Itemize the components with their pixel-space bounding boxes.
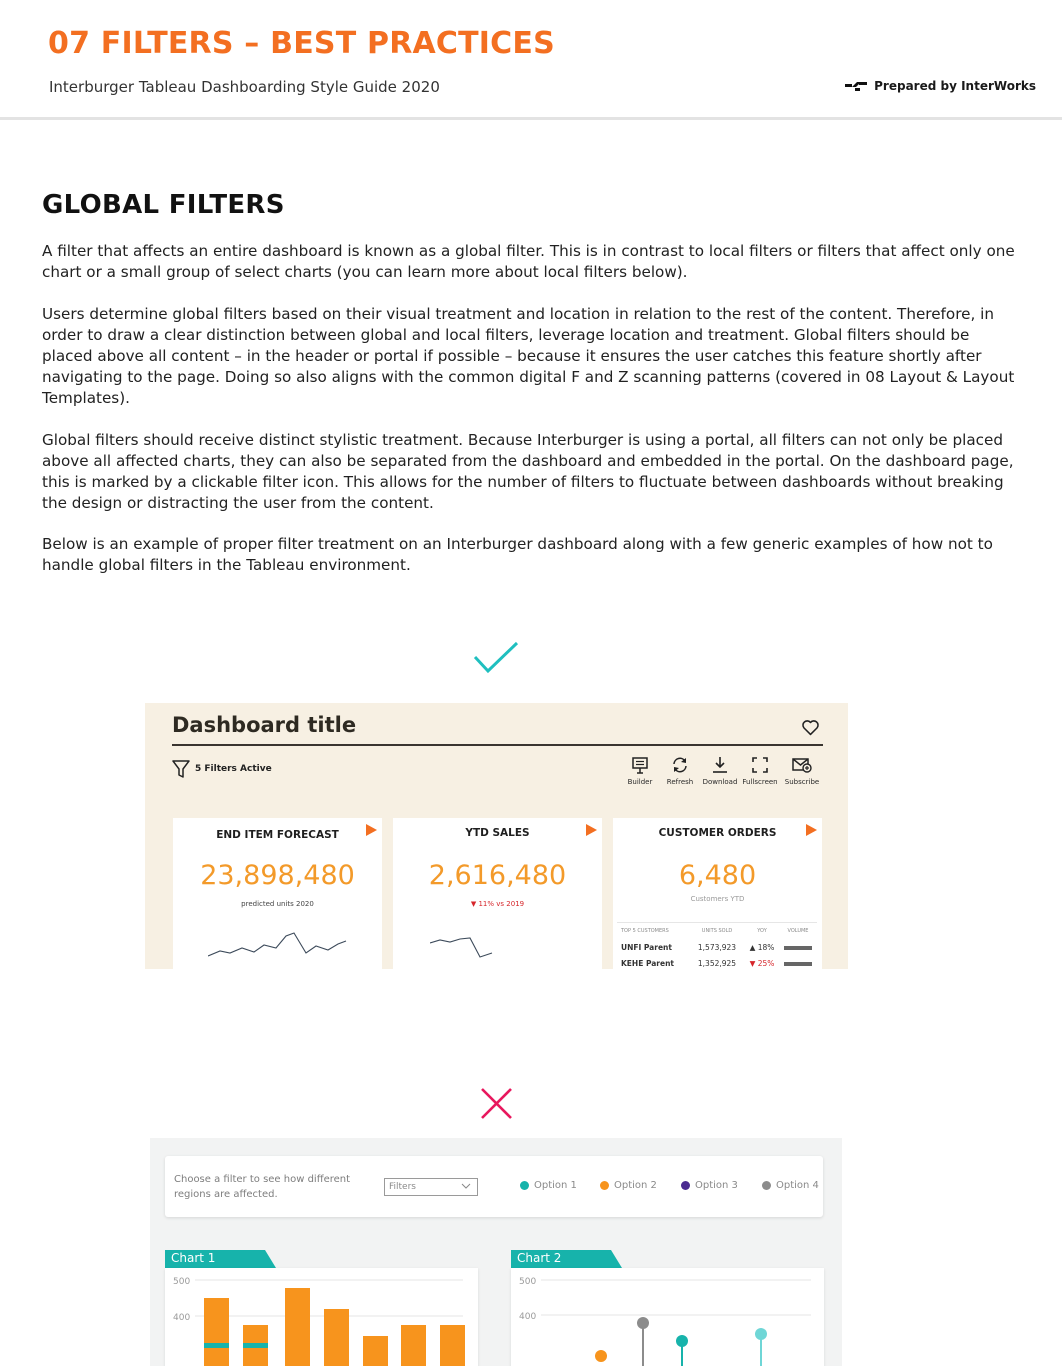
chart-2 [511,1250,824,1366]
refresh-icon [671,756,689,774]
legend-label: Option 4 [776,1180,819,1191]
expand-arrow-icon[interactable] [586,824,597,836]
col-header: VOLUME [787,928,809,934]
chart-panel [511,1268,824,1366]
kpi-card-ytd-sales[interactable] [393,818,602,969]
volume-bar [784,962,812,966]
customer-name: UNFI Parent [621,942,672,952]
col-header: TOP 5 CUSTOMERS [621,928,669,934]
dashboard-toolbar [620,756,824,786]
bar-chart [165,1268,478,1366]
sparkline [430,933,500,963]
section-title: GLOBAL FILTERS [42,190,285,220]
page-subtitle: Interburger Tableau Dashboarding Style Guide 2020 [49,78,440,96]
filter-funnel-icon[interactable] [172,759,190,779]
bar [285,1288,310,1366]
y-tick: 400 [519,1312,537,1322]
subscribe-label: Subscribe [784,778,820,786]
builder-button[interactable] [620,756,660,786]
paragraph: Users determine global filters based on their visual treatment and location in relation to the rest of the content. Therefore, in order to draw a clear distinction between global and local filters, leverage location and treatment. Global filters should be placed above all content – in the header or portal if possible – because it ensures the user catches this feature shortly after navigating to the page. Doing so also aligns with the common digital F and Z scanning patterns (covered in 08 Layout & Layout Templates). [42,305,1015,407]
bad-example-dashboard [150,1138,842,1366]
table-row[interactable] [617,955,817,969]
expand-arrow-icon[interactable] [366,824,377,836]
bar-segment [204,1343,229,1348]
title-divider [172,744,823,746]
volume-cell [779,959,817,968]
col-header: UNITS SOLD [701,928,733,934]
checkmark-icon [472,640,520,676]
legend-swatch [681,1181,690,1190]
download-label: Download [702,778,738,786]
filter-indicator[interactable] [172,759,272,779]
interworks-logo-icon [845,80,867,92]
filter-dropdown[interactable] [384,1178,478,1196]
kpi-value: 6,480 [678,860,757,891]
kpi-title: END ITEM FORECAST [216,829,339,841]
chart-title: Chart 1 [171,1251,216,1265]
sparkline [208,928,348,960]
bar [204,1298,229,1366]
filter-dropdown-value: Filters [389,1182,416,1192]
top-customers-table [617,922,817,969]
subscribe-icon [792,756,812,774]
bar [440,1325,465,1366]
paragraph: Below is an example of proper filter treatment on an Interburger dashboard along with a few generic examples of how not to handle global filters in the Tableau environment. [42,535,993,574]
fullscreen-label: Fullscreen [742,778,778,786]
yoy-change: ▼ 25% [749,958,775,968]
legend-option-3[interactable] [681,1180,738,1191]
y-tick: 400 [173,1313,191,1323]
volume-bar [784,946,812,950]
legend-option-2[interactable] [600,1180,657,1191]
units-sold: 1,573,923 [697,942,737,952]
kpi-subtitle: predicted units 2020 [241,900,314,908]
legend-option-1[interactable] [520,1180,577,1191]
legend-swatch [520,1181,529,1190]
kpi-value: 2,616,480 [428,860,567,891]
expand-arrow-icon[interactable] [806,824,817,836]
col-header: YOY [757,928,767,934]
chevron-down-icon [461,1181,471,1191]
prepared-by [845,79,1036,93]
download-button[interactable] [700,756,740,786]
bar-segment [243,1343,268,1348]
favorite-heart-icon[interactable] [801,719,820,736]
legend-swatch [762,1181,771,1190]
legend-swatch [600,1181,609,1190]
legend-label: Option 2 [614,1180,657,1191]
bar [363,1336,388,1366]
refresh-button[interactable] [660,756,700,786]
filter-status-label: 5 Filters Active [195,764,272,774]
fullscreen-button[interactable] [740,756,780,786]
legend-label: Option 1 [534,1180,577,1191]
customer-name: KEHE Parent [621,958,675,968]
legend-option-4[interactable] [762,1180,819,1191]
cross-icon [480,1087,513,1120]
kpi-card-forecast[interactable] [173,818,382,969]
bar [401,1325,426,1366]
yoy-change: ▲ 18% [749,942,775,952]
kpi-subtitle: Customers YTD [690,895,745,903]
legend-label: Option 3 [695,1180,738,1191]
builder-label: Builder [627,778,653,786]
table-header-row [617,923,817,939]
paragraph: Global filters should receive distinct stylistic treatment. Because Interburger is using a portal, all filters can not only be placed above all affected charts, they can also be separated from the dashboard and embedded in the portal. On the dashboard page, this is marked by a clickable filter icon. This allows for the number of filters to fluctuate between dashboards without breaking the design or distracting the user from the content. [42,431,1014,512]
lollipop-point [595,1350,607,1362]
y-tick: 500 [519,1277,537,1287]
refresh-label: Refresh [666,778,694,786]
kpi-value: 23,898,480 [200,860,355,891]
fullscreen-icon [751,756,769,774]
page-header [0,0,1062,120]
lollipop-point [676,1335,688,1347]
prepared-by-label: Prepared by InterWorks [874,79,1036,93]
units-sold: 1,352,925 [697,958,737,968]
lollipop-chart [511,1268,824,1366]
bar [324,1309,349,1366]
filter-bar [165,1156,823,1217]
paragraph: A filter that affects an entire dashboard is known as a global filter. This is in contrast to local filters or filters that affect only one chart or a small group of select charts (you can learn more about local filters below). [42,242,1015,281]
chart-panel [165,1268,478,1366]
subscribe-button[interactable] [780,756,824,786]
filter-help-text: Choose a filter to see how different regions are affected. [174,1174,351,1200]
kpi-title: CUSTOMER ORDERS [658,827,777,839]
table-row[interactable] [617,939,817,955]
kpi-card-customer-orders[interactable] [613,818,822,969]
volume-cell [779,943,817,952]
download-icon [711,756,729,774]
dashboard-title: Dashboard title [172,713,357,737]
kpi-title: YTD SALES [465,827,530,839]
y-tick: 500 [173,1277,191,1287]
page-title: 07 FILTERS – BEST PRACTICES [48,26,555,61]
lollipop-point [755,1328,767,1340]
chart-1 [165,1250,478,1366]
good-example-dashboard [145,703,848,969]
builder-icon [631,756,649,774]
chart-title: Chart 2 [517,1251,562,1265]
lollipop-point [637,1317,649,1329]
kpi-change: ▼ 11% vs 2019 [470,900,525,908]
